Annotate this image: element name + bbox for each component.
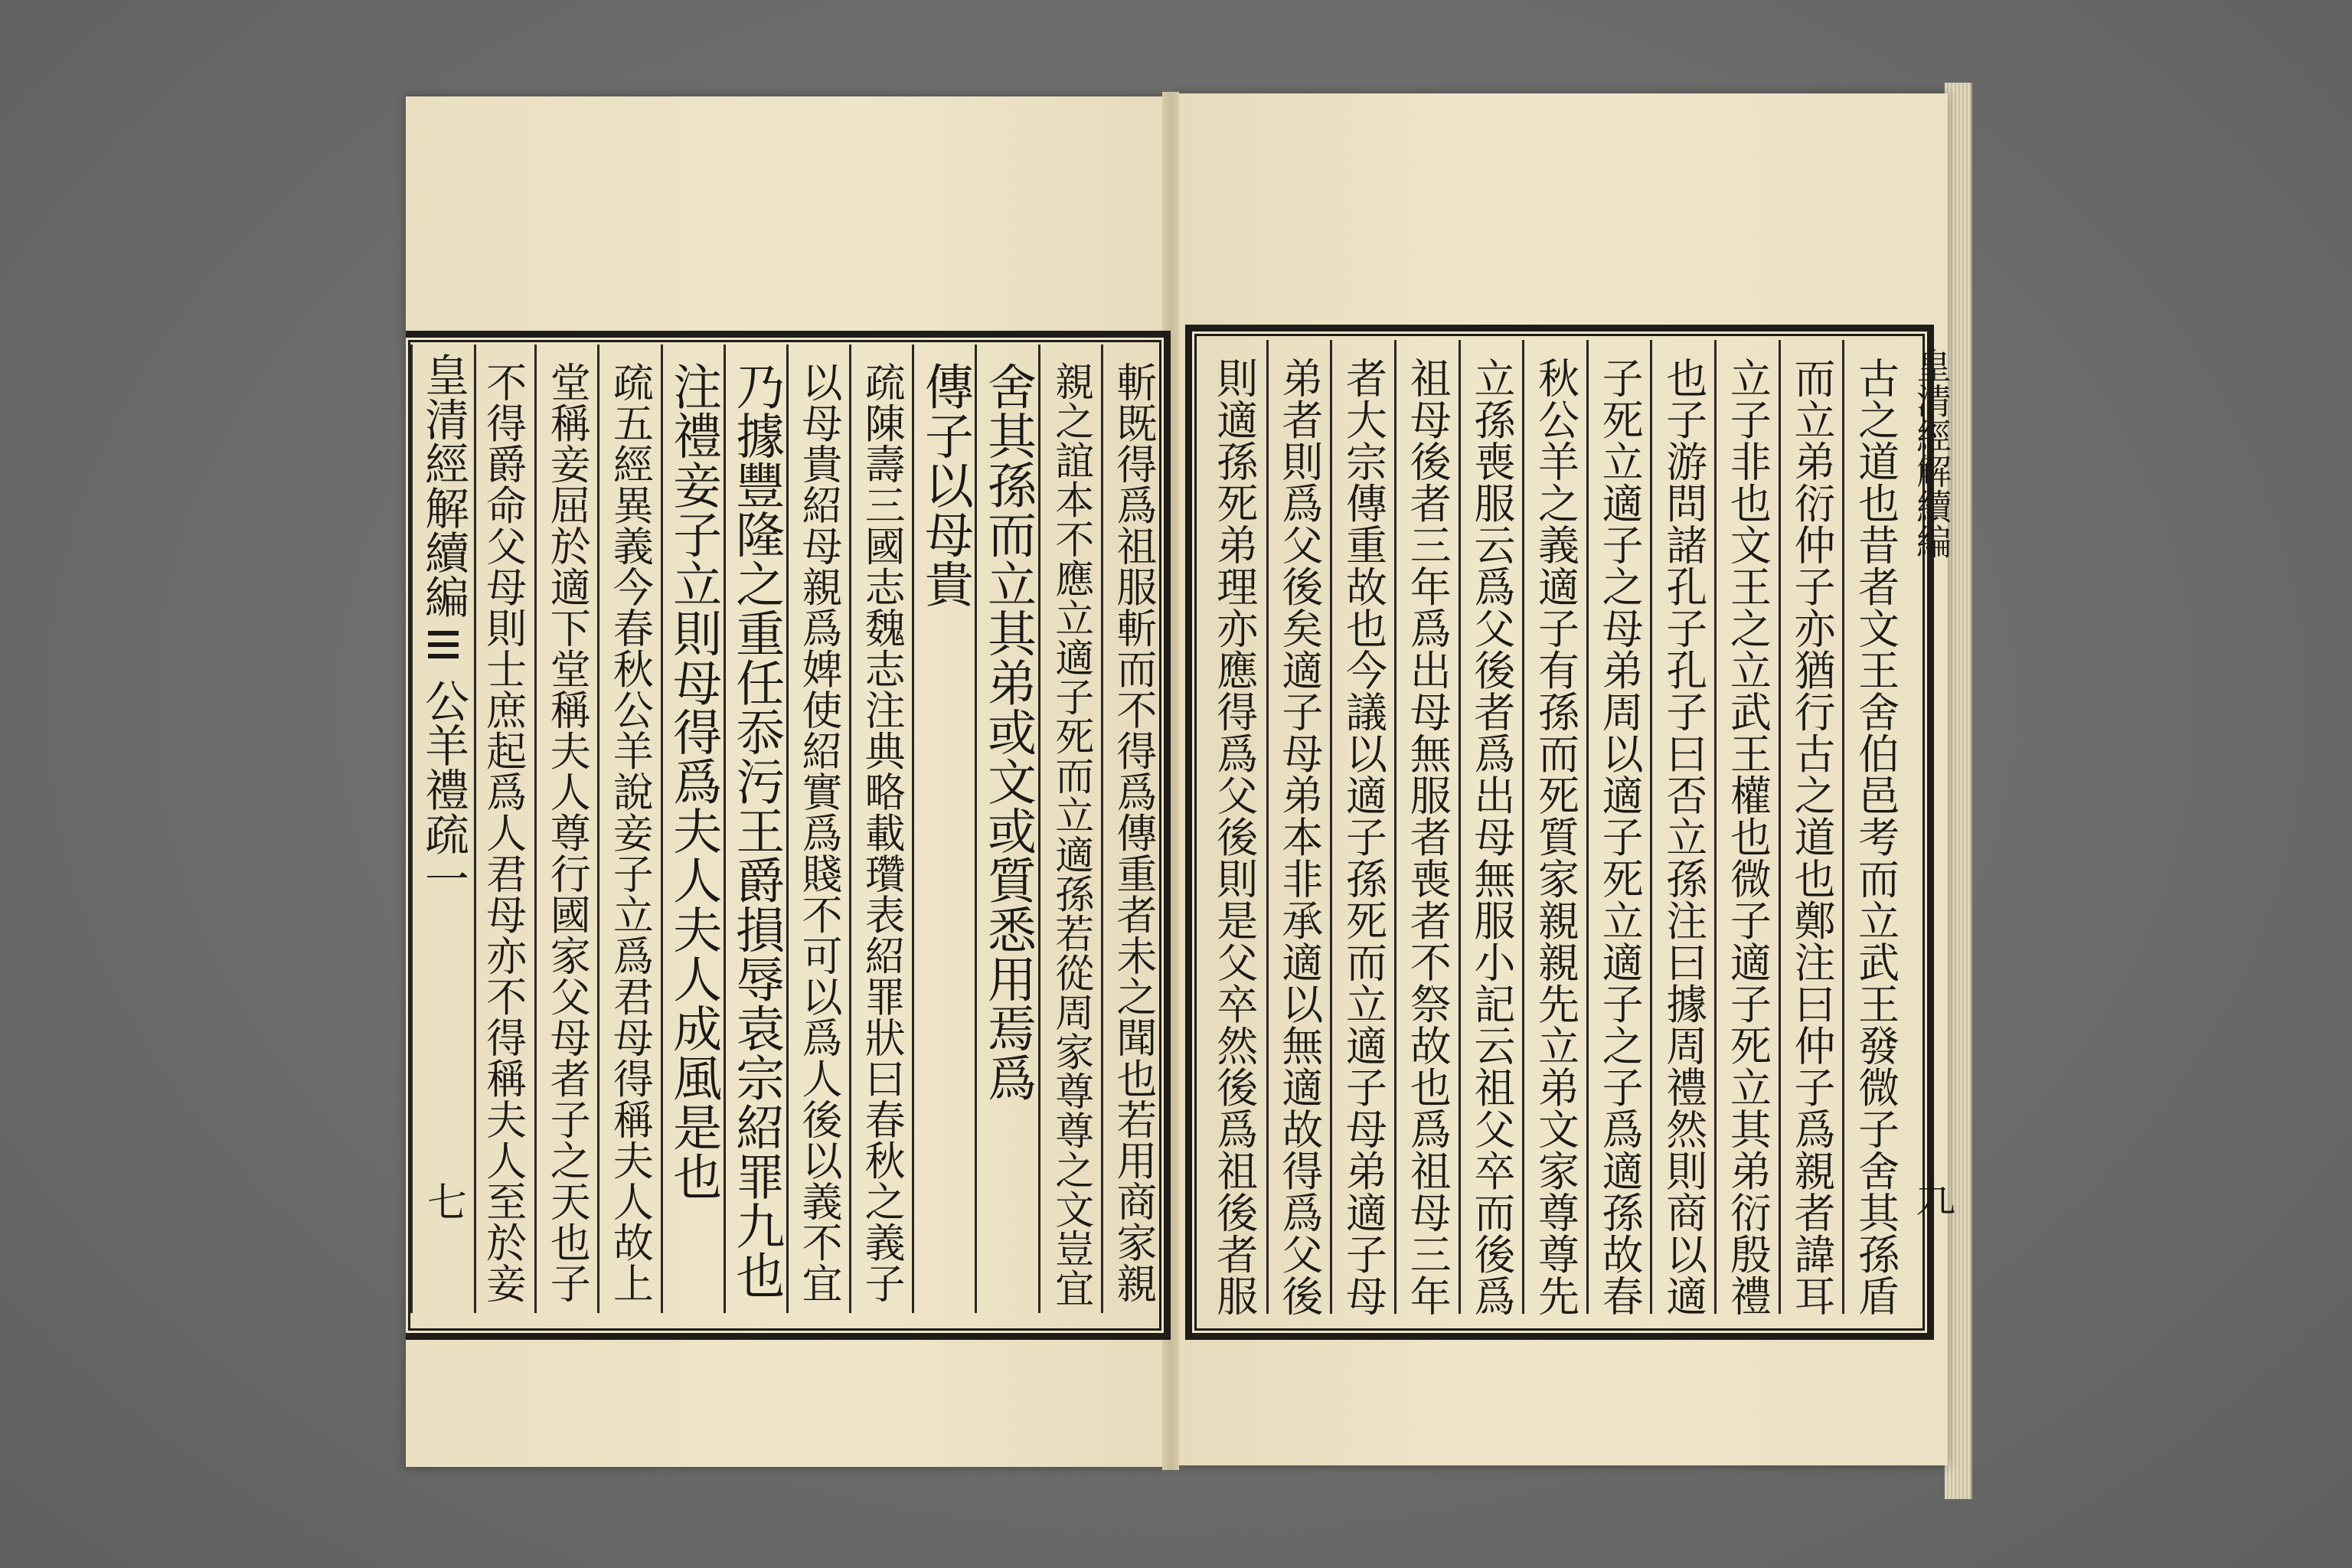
text-column: 疏五經異義今春秋公羊說妾子立爲君母得稱夫人故上 — [597, 345, 660, 1313]
text-column: 秋公羊之義適子有孫而死質家親親先立弟文家尊尊先 — [1522, 340, 1586, 1314]
text-column: 堂稱妾屈於適下堂稱夫人尊行國家父母者子之天也子 — [534, 345, 597, 1313]
text-column: 舍其孫而立其弟或文或質悉用焉爲 — [975, 345, 1037, 1313]
text-column: 者大宗傳重故也今議以適子孫死而立適子母弟適子母 — [1330, 340, 1394, 1314]
right-text-columns — [1202, 340, 1906, 1317]
right-header-column — [1908, 340, 1955, 1308]
text-column: 弟者則爲父後矣適子母弟本非承適以無適故得爲父後 — [1266, 340, 1331, 1314]
text-column: 也子游問諸孔子孔子曰否立孫注曰據周禮然則商以適 — [1650, 340, 1714, 1314]
text-column: 乃據豐隆之重任忝污王爵損辱袁宗紹罪九也 — [724, 345, 786, 1313]
text-column: 而立弟衍仲子亦猶行古之道也鄭注曰仲子爲親者諱耳 — [1779, 340, 1843, 1314]
text-column: 以母貴紹母親爲婢使紹實爲賤不可以爲人後以義不宜 — [786, 345, 849, 1313]
text-column: 子死立適子之母弟周以適子死立適子之子爲適孫故春 — [1586, 340, 1651, 1314]
right-header-title: 皇清經解續編 — [1911, 348, 1952, 559]
text-column: 斬既得爲祖服斬而不得爲傳重者未之聞也若用商家親 — [1101, 345, 1164, 1313]
left-page-number: 七 — [420, 1181, 466, 1221]
text-column: 立孫喪服云爲父後者爲出母無服小記云祖父卒而後爲 — [1459, 340, 1523, 1314]
text-column: 古之道也昔者文王舍伯邑考而立武王發微子舍其孫盾 — [1842, 340, 1906, 1314]
text-column: 立子非也文王之立武王權也微子適子死立其弟衍殷禮 — [1714, 340, 1779, 1314]
text-column: 注禮妾子立則母得爲夫人夫人成風是也 — [661, 345, 724, 1313]
text-column: 祖母後者三年爲出母無服者喪者不祭故也爲祖母三年 — [1394, 340, 1459, 1314]
text-column: 親之誼本不應立適子死而立適孫若從周家尊尊之文豈宜 — [1038, 345, 1101, 1313]
left-header-title: 皇清經解續編 — [417, 352, 469, 619]
text-column: 則適孫死弟理亦應得爲父後則是父卒然後爲祖後者服 — [1210, 357, 1259, 1317]
right-page-number: 九 — [1908, 1177, 1955, 1217]
text-column: 疏陳壽三國志魏志注典略載瓚表紹罪狀曰春秋之義子 — [849, 345, 912, 1313]
left-text-columns — [406, 345, 1164, 1313]
text-column: 不得爵命父母則士庶起爲人君母亦不得稱夫人至於妾 — [479, 361, 527, 1304]
left-header-section: 公羊禮疏一 — [417, 678, 469, 900]
text-column: 傳子以母貴 — [912, 345, 975, 1313]
